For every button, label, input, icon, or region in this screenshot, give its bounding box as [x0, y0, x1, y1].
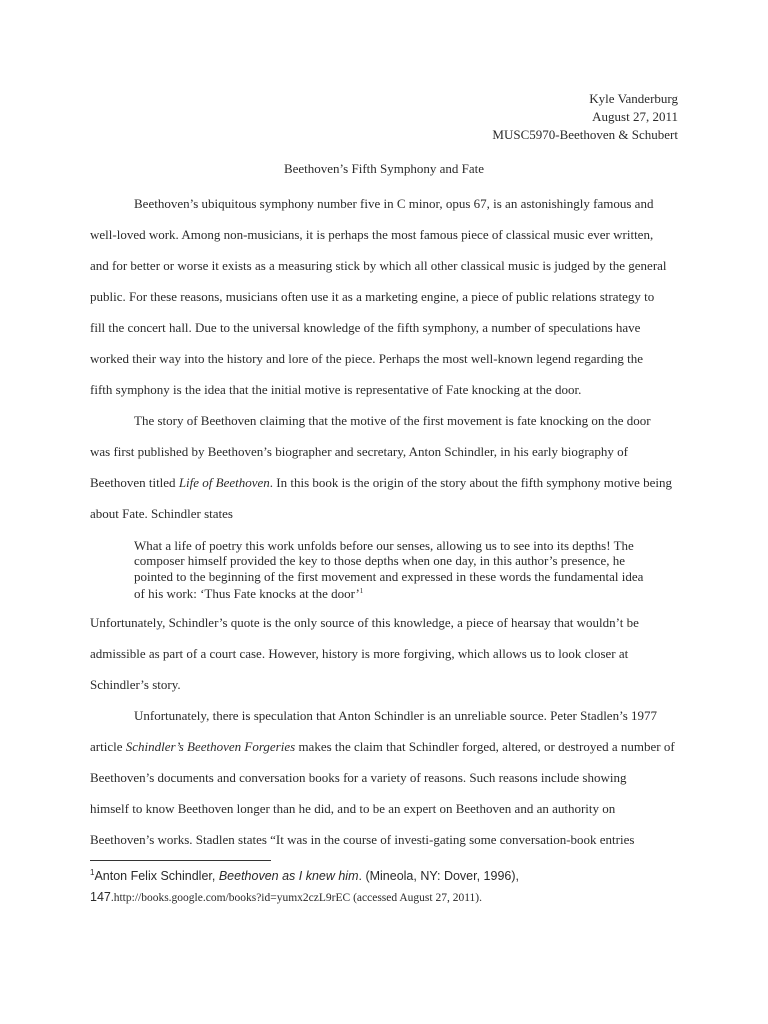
- text-run: . In this book is the origin of the story about the fifth symphony motive being: [269, 475, 673, 490]
- course-name: MUSC5970-Beethoven & Schubert: [492, 127, 678, 142]
- paragraph-line: was first published by Beethoven’s biographer and secretary, Anton Schindler, in his early biography of: [90, 444, 629, 459]
- paragraph-line: himself to know Beethoven longer than he did, and to be an expert on Beethoven and an authority on: [90, 801, 616, 816]
- footnote-page: 147: [90, 890, 111, 904]
- document-date: August 27, 2011: [592, 109, 678, 124]
- text-run: makes the claim that Schindler forged, altered, or destroyed a number of: [295, 739, 675, 754]
- header-block: [492, 90, 678, 144]
- paragraph-line: admissible as part of a court case. However, history is more forgiving, which allows us to look closer at: [90, 646, 629, 661]
- footnote-book: Beethoven as I knew him: [218, 869, 359, 883]
- book-title: Life of Beethoven: [178, 475, 270, 490]
- footnote-marker: 1: [359, 587, 364, 596]
- paragraph-line: The story of Beethoven claiming that the motive of the first movement is fate knocking on the door: [134, 413, 651, 428]
- quote-line: composer himself provided the key to those depths when one day, in this author’s presence, he: [134, 553, 625, 569]
- paragraph-line: [90, 739, 680, 755]
- paragraph-line: Unfortunately, there is speculation that Anton Schindler is an unreliable source. Peter Stadlen’s 1977: [134, 708, 658, 723]
- document-title: Beethoven’s Fifth Symphony and Fate: [283, 161, 485, 176]
- footnote-line: [90, 868, 690, 884]
- paragraph-line: about Fate. Schindler states: [90, 506, 233, 521]
- text-run: Beethoven titled: [90, 475, 179, 490]
- footnote-number: 1: [90, 868, 95, 877]
- paragraph-line: fifth symphony is the idea that the initial motive is representative of Fate knocking at the door.: [90, 382, 582, 397]
- paragraph-line: public. For these reasons, musicians often use it as a marketing engine, a piece of public relations strategy to: [90, 289, 655, 304]
- paragraph-line: well-loved work. Among non-musicians, it is perhaps the most famous piece of classical music ever written,: [90, 227, 654, 242]
- quote-line: What a life of poetry this work unfolds before our senses, allowing us to see into its depths! The: [134, 538, 634, 553]
- author-name: Kyle Vanderburg: [589, 91, 678, 106]
- text-run: article: [90, 739, 126, 754]
- paragraph-line: [90, 475, 680, 491]
- paragraph-line: Beethoven’s documents and conversation books for a variety of reasons. Such reasons include showing: [90, 770, 627, 785]
- paragraph-line: Beethoven’s works. Stadlen states “It was in the course of investi-gating some conversation-book entries: [90, 832, 635, 847]
- paragraph-line: fill the concert hall. Due to the universal knowledge of the fifth symphony, a number of speculations have: [90, 320, 641, 335]
- quote-line: [134, 584, 664, 601]
- paragraph-line: Unfortunately, Schindler’s quote is the only source of this knowledge, a piece of hearsay that wouldn’t be: [90, 615, 639, 630]
- paragraph-line: worked their way into the history and lore of the piece. Perhaps the most well-known legend regarding the: [90, 351, 644, 366]
- paragraph-line: Schindler’s story.: [90, 677, 181, 692]
- text-run: of his work: ‘Thus Fate knocks at the door’: [134, 586, 360, 602]
- quote-line: pointed to the beginning of the first movement and expressed in these words the fundamental idea: [134, 568, 644, 584]
- footnote-publisher: . (Mineola, NY: Dover, 1996),: [358, 869, 519, 883]
- footnote-url: .http://books.google.com/books?id=yumx2czL9rEC (accessed August 27, 2011).: [110, 892, 482, 904]
- footnote-separator: [90, 860, 271, 861]
- block-quote: [134, 538, 664, 602]
- article-title: Schindler’s Beethoven Forgeries: [125, 739, 296, 754]
- paragraph-line: Beethoven’s ubiquitous symphony number five in C minor, opus 67, is an astonishingly famous and: [134, 196, 654, 211]
- paragraph-line: and for better or worse it exists as a measuring stick by which all other classical music is judged by the general: [90, 258, 667, 273]
- footnote-author: Anton Felix Schindler,: [94, 869, 219, 883]
- footnote-line: [90, 890, 690, 905]
